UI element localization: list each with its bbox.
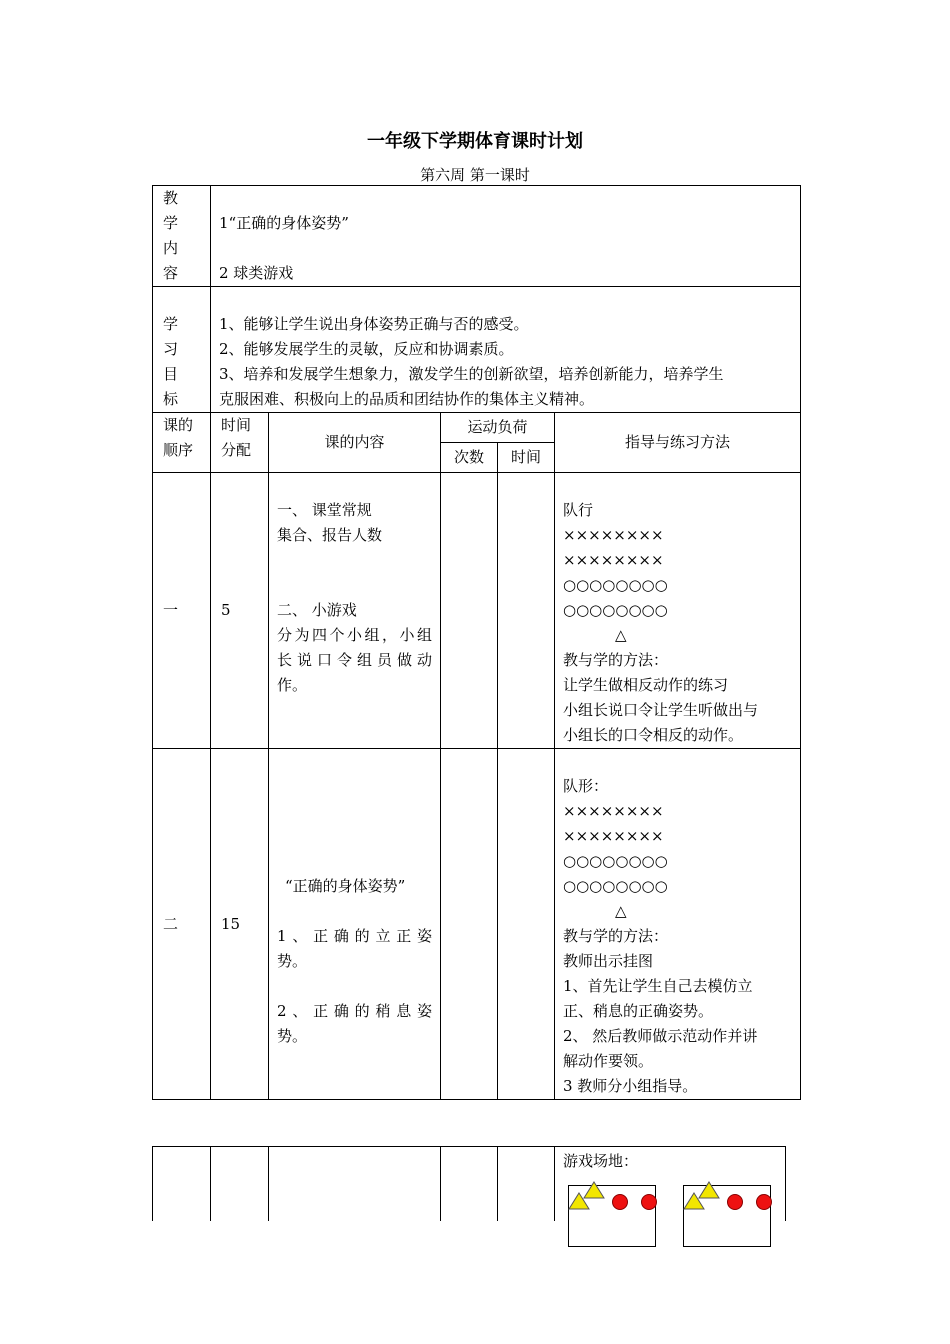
row1-time: 5 bbox=[211, 473, 269, 749]
row1-method: 队行 ×××××××× ×××××××× ○○○○○○○○ ○○○○○○○○ △ 教与学的方法： 让学生做相反动作的练习 小组长说口令让学生听做出与 小组长的口令相反的动作。 bbox=[555, 473, 801, 749]
row2-duration bbox=[498, 749, 555, 1100]
red-dot-icon bbox=[612, 1194, 628, 1210]
row1-content: 一、 课堂常规 集合、报告人数 二、 小游戏 分为四个小组，小组 长说口令组员做动 作。 bbox=[269, 473, 441, 749]
red-dot-icon bbox=[727, 1194, 743, 1210]
row2-content: “正确的身体姿势” 1、正确的立正姿 势。 2、正确的稍息姿 势。 bbox=[269, 749, 441, 1100]
header-duration: 时间 bbox=[498, 443, 555, 473]
red-dot-icon bbox=[641, 1194, 657, 1210]
row1-duration bbox=[498, 473, 555, 749]
header-content: 课的内容 bbox=[269, 413, 441, 473]
row2-method: 队形： ×××××××× ×××××××× ○○○○○○○○ ○○○○○○○○ △ 教与学的方法： 教师出示挂图 1、首先让学生自己去模仿立 正、稍息的正确姿势。 2、 然后教师做示范动作并讲 解动作要领。 3 教师分小组指导。 bbox=[555, 749, 801, 1100]
goals-label: 学 习 目 标 bbox=[153, 287, 211, 413]
row2-time: 15 bbox=[211, 749, 269, 1100]
red-dot-icon bbox=[756, 1194, 772, 1210]
row3-count bbox=[441, 1147, 498, 1221]
header-method: 指导与练习方法 bbox=[555, 413, 801, 473]
row3-method: 游戏场地： bbox=[555, 1147, 786, 1221]
page-subtitle: 第六周 第一课时 bbox=[420, 166, 530, 184]
row3-order bbox=[153, 1147, 211, 1221]
header-time: 时间 分配 bbox=[211, 413, 269, 473]
row3-duration bbox=[498, 1147, 555, 1221]
header-count: 次数 bbox=[441, 443, 498, 473]
triangle-icon bbox=[698, 1181, 720, 1199]
row3-time bbox=[211, 1147, 269, 1221]
page-title: 一年级下学期体育课时计划 bbox=[367, 131, 583, 152]
triangle-icon bbox=[583, 1181, 605, 1199]
header-load: 运动负荷 bbox=[441, 413, 555, 443]
goals-items: 1、能够让学生说出身体姿势正确与否的感受。 2、能够发展学生的灵敏，反应和协调素质。 3、培养和发展学生想象力，激发学生的创新欲望，培养创新能力，培养学生 克服困难、积极向上的品质和团结协作的集体主义精神。 bbox=[211, 287, 801, 413]
header-order: 课的 顺序 bbox=[153, 413, 211, 473]
row1-count bbox=[441, 473, 498, 749]
content-label: 教 学 内 容 bbox=[153, 186, 211, 287]
row2-order: 二 bbox=[153, 749, 211, 1100]
lesson-plan-table bbox=[152, 185, 801, 1100]
row2-count bbox=[441, 749, 498, 1100]
row3-content bbox=[269, 1147, 441, 1221]
row1-order: 一 bbox=[153, 473, 211, 749]
content-items: 1“正确的身体姿势” 2 球类游戏 bbox=[211, 186, 801, 287]
